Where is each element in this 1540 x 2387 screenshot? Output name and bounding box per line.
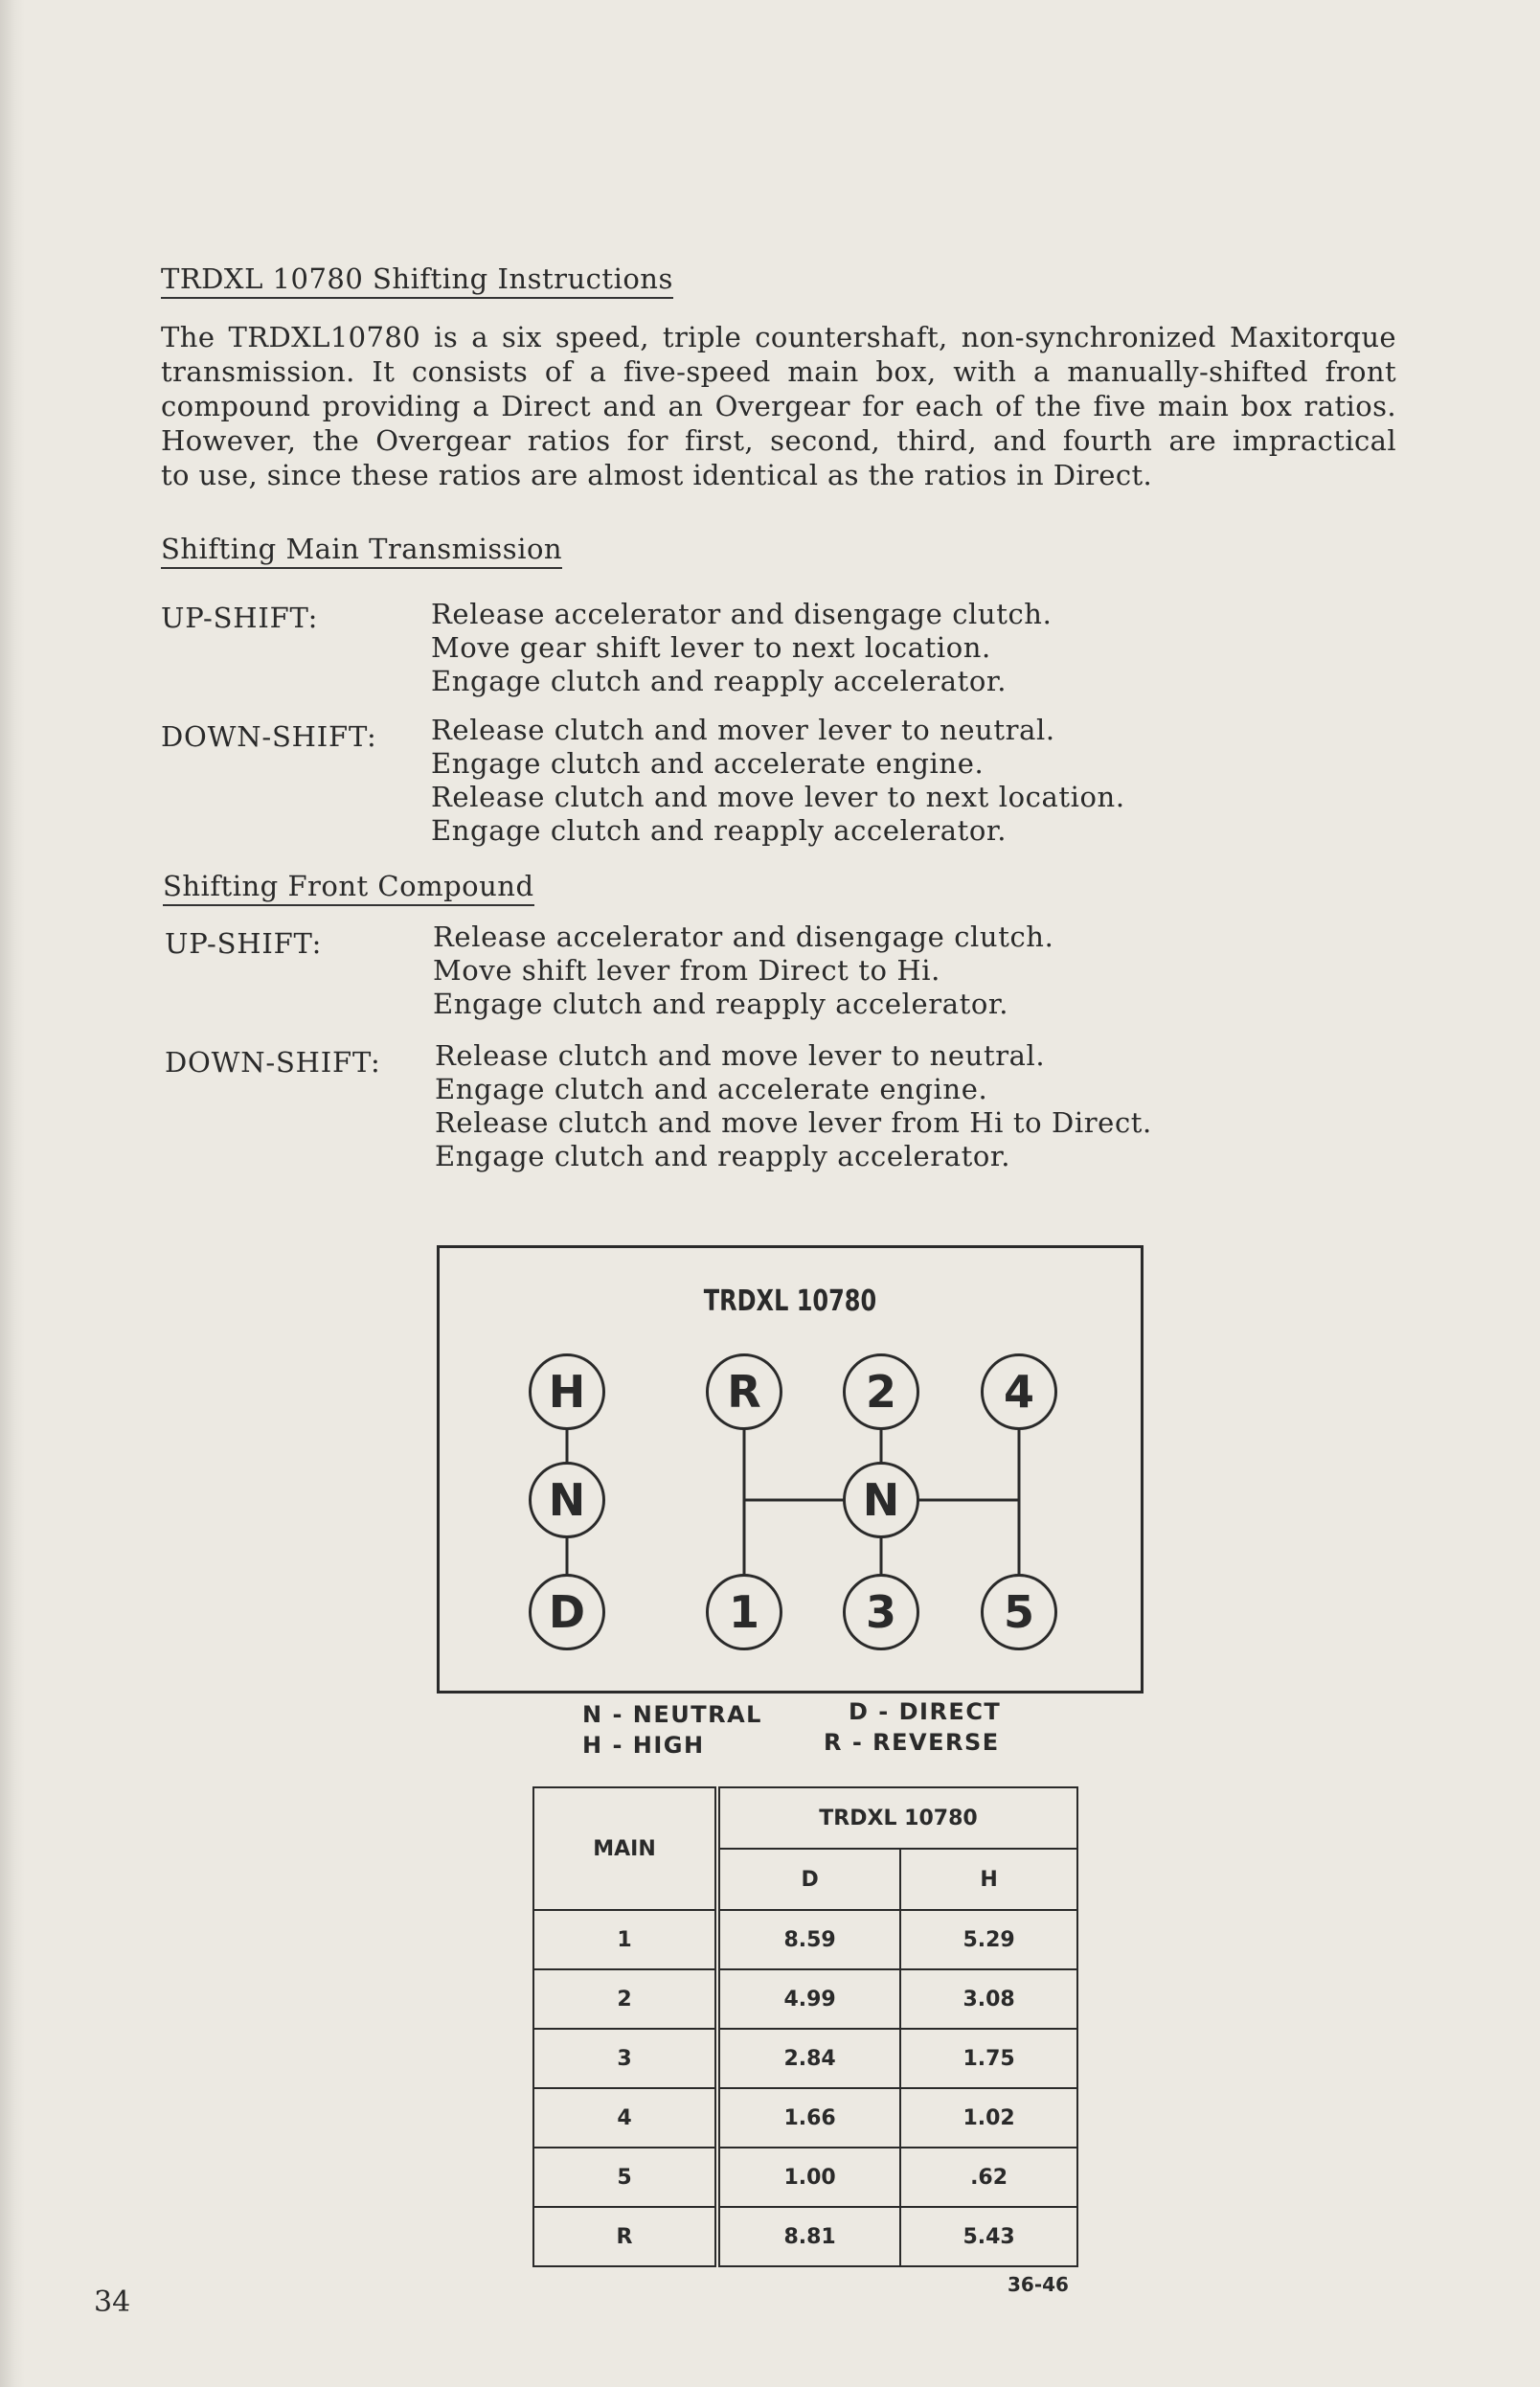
cell-h: 3.08	[900, 1969, 1077, 2029]
step-line: Engage clutch and reapply accelerator.	[435, 1140, 1011, 1172]
cell-h: 5.43	[900, 2207, 1077, 2266]
main-downshift-steps	[431, 714, 1125, 848]
table-row	[533, 2088, 1077, 2148]
gear-knob-n-compound: N	[529, 1462, 605, 1538]
col-h-header: H	[900, 1849, 1077, 1910]
table-row	[533, 2148, 1077, 2207]
main-section-heading: Shifting Main Transmission	[161, 533, 562, 569]
intro-line: The TRDXL10780 is a six speed, triple countershaft, non-synchronized Maxitorque	[161, 321, 1396, 353]
cell-main: R	[533, 2207, 717, 2266]
step-line: Release clutch and move lever to next location.	[431, 781, 1125, 813]
front-upshift-label: UP-SHIFT:	[165, 927, 323, 960]
figure-code: 36-46	[1008, 2273, 1069, 2296]
gear-knob-r: R	[706, 1353, 782, 1430]
shift-pattern-diagram	[437, 1245, 1144, 1694]
page-title: TRDXL 10780 Shifting Instructions	[161, 262, 673, 299]
front-section-heading: Shifting Front Compound	[163, 870, 534, 906]
intro-line: transmission. It consists of a five-speed main box, with a manually-shifted front	[161, 355, 1396, 388]
page-number: 34	[94, 2285, 131, 2319]
step-line: Release clutch and move lever from Hi to Direct.	[435, 1106, 1152, 1139]
step-line: Engage clutch and accelerate engine.	[435, 1073, 988, 1105]
group-header: TRDXL 10780	[717, 1787, 1077, 1849]
page-binding-shadow	[0, 0, 25, 2387]
gear-knob-5: 5	[981, 1574, 1057, 1650]
gear-knob-h: H	[529, 1353, 605, 1430]
table-row	[533, 1969, 1077, 2029]
main-column-header: MAIN	[533, 1787, 717, 1910]
table-row	[533, 1910, 1077, 1969]
step-line: Engage clutch and reapply accelerator.	[431, 665, 1008, 697]
legend-high: H - HIGH	[582, 1732, 705, 1759]
col-d-header: D	[717, 1849, 900, 1910]
step-line: Release accelerator and disengage clutch.	[433, 921, 1054, 953]
intro-paragraph	[161, 320, 1396, 492]
intro-line: compound providing a Direct and an Overgear for each of the five main box ratios.	[161, 390, 1396, 422]
step-line: Release accelerator and disengage clutch.	[431, 598, 1053, 630]
step-line: Move shift lever from Direct to Hi.	[433, 954, 940, 987]
cell-d: 1.00	[717, 2148, 900, 2207]
table-header-row	[533, 1787, 1077, 1849]
step-line: Move gear shift lever to next location.	[431, 631, 991, 664]
cell-main: 5	[533, 2148, 717, 2207]
step-line: Engage clutch and accelerate engine.	[431, 747, 985, 780]
legend-direct: D - DIRECT	[849, 1698, 1002, 1725]
gear-knob-1: 1	[706, 1574, 782, 1650]
cell-h: 1.02	[900, 2088, 1077, 2148]
cell-main: 3	[533, 2029, 717, 2088]
table-row	[533, 2029, 1077, 2088]
cell-h: .62	[900, 2148, 1077, 2207]
cell-main: 4	[533, 2088, 717, 2148]
front-upshift-steps	[433, 921, 1053, 1021]
diagram-title: TRDXL 10780	[703, 1284, 877, 1318]
gear-knob-3: 3	[843, 1574, 919, 1650]
gear-knob-d: D	[529, 1574, 605, 1650]
cell-d: 1.66	[717, 2088, 900, 2148]
gear-knob-2: 2	[843, 1353, 919, 1430]
front-downshift-label: DOWN-SHIFT:	[165, 1046, 381, 1079]
cell-main: 2	[533, 1969, 717, 2029]
cell-main: 1	[533, 1910, 717, 1969]
cell-d: 2.84	[717, 2029, 900, 2088]
cell-d: 8.59	[717, 1910, 900, 1969]
step-line: Engage clutch and reapply accelerator.	[431, 814, 1008, 847]
gear-ratio-table	[532, 1786, 1078, 2267]
gear-knob-4: 4	[981, 1353, 1057, 1430]
cell-h: 5.29	[900, 1910, 1077, 1969]
intro-line: However, the Overgear ratios for first, second, third, and fourth are impractical	[161, 424, 1396, 457]
step-line: Engage clutch and reapply accelerator.	[433, 988, 1009, 1020]
legend-reverse: R - REVERSE	[824, 1729, 1000, 1756]
intro-line: to use, since these ratios are almost identical as the ratios in Direct.	[161, 459, 1153, 491]
gear-knob-n-main: N	[843, 1462, 919, 1538]
legend-neutral: N - NEUTRAL	[582, 1701, 762, 1728]
front-downshift-steps	[435, 1039, 1152, 1173]
cell-h: 1.75	[900, 2029, 1077, 2088]
cell-d: 4.99	[717, 1969, 900, 2029]
table-row	[533, 2207, 1077, 2266]
main-upshift-label: UP-SHIFT:	[161, 602, 319, 634]
step-line: Release clutch and move lever to neutral.	[435, 1039, 1046, 1072]
step-line: Release clutch and mover lever to neutral.	[431, 714, 1055, 746]
cell-d: 8.81	[717, 2207, 900, 2266]
main-downshift-label: DOWN-SHIFT:	[161, 720, 377, 753]
main-upshift-steps	[431, 598, 1052, 698]
